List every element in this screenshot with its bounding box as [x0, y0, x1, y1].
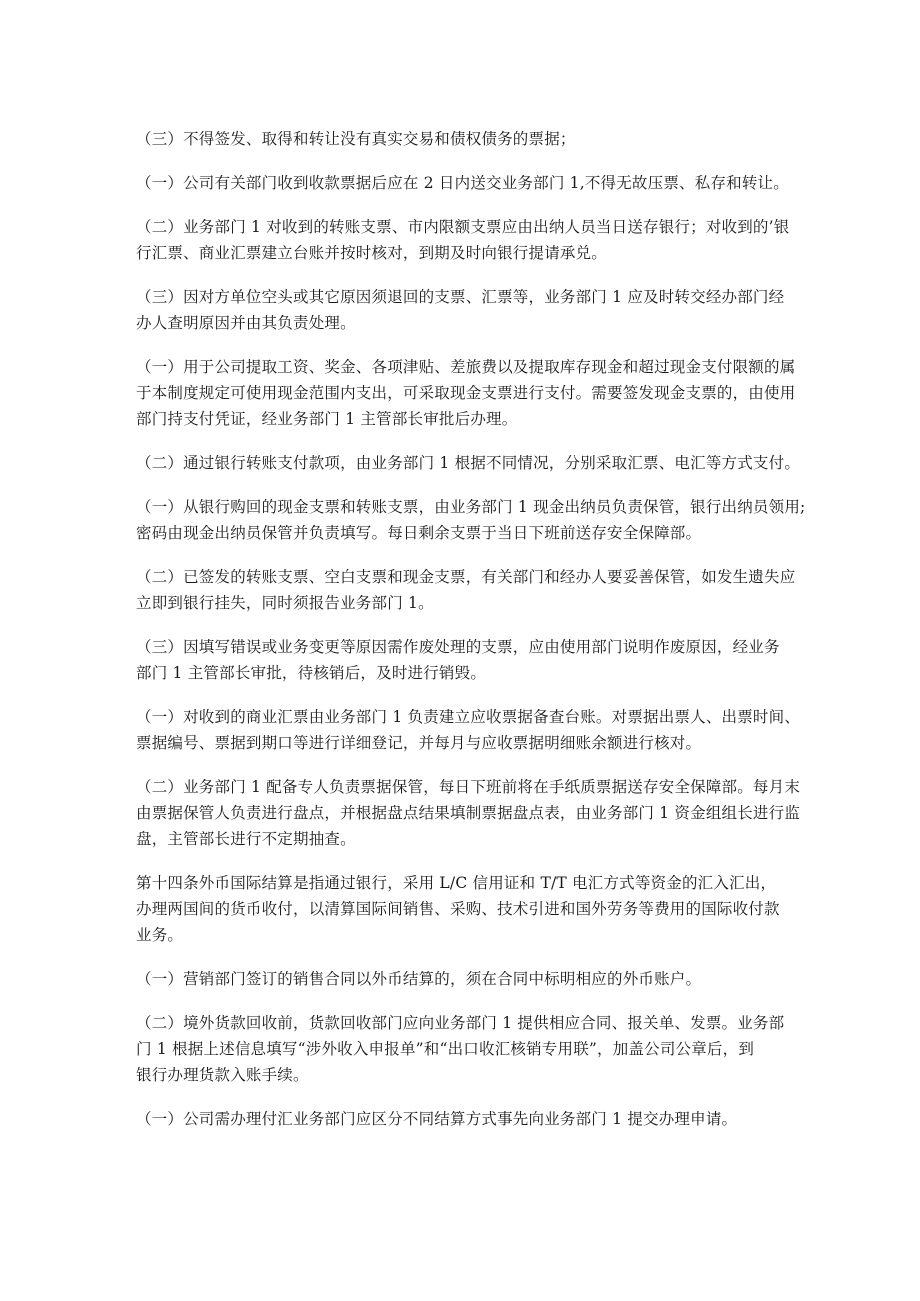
text-line: （一）从银行购回的现金支票和转账支票，由业务部门 1 现金出纳员负责保管，银行出纳员领用;: [136, 498, 806, 516]
text-line: （一）用于公司提取工资、奖金、各项津贴、差旅费以及提取库存现金和超过现金支付限额的属: [136, 358, 796, 376]
paragraph-10: [136, 704, 801, 756]
paragraph-5: [136, 354, 796, 432]
text-line: 密码由现金出纳员保管并负责填写。每日剩余支票于当日下班前送存安全保障部。: [136, 524, 702, 542]
text-line: 业务。: [136, 926, 184, 944]
text-line: （二）已签发的转账支票、空白支票和现金支票，有关部门和经办人要妥善保管，如发生遗失应: [136, 568, 796, 586]
paragraph-11: [136, 774, 801, 852]
text-line: 第十四条外币国际结算是指通过银行，采用 L/C 信用证和 T/T 电汇方式等资金的汇入汇出，: [136, 874, 777, 892]
text-line: （二）通过银行转账支付款项，由业务部门 1 根据不同情况，分别采取汇票、电汇等方式支付。: [136, 454, 801, 472]
paragraph-4: [136, 284, 796, 336]
paragraph-9: [136, 634, 796, 686]
paragraph-6: [136, 450, 801, 476]
paragraph-3: [136, 214, 796, 266]
text-line: （一）公司有关部门收到收款票据后应在 2 日内送交业务部门 1,不得无故压票、私存和转让。: [136, 174, 789, 192]
text-line: 盘，主管部长进行不定期抽查。: [136, 830, 356, 848]
paragraph-12: [136, 870, 796, 948]
text-line: 办理两国间的货币收付，以清算国际间销售、采购、技术引进和国外劳务等费用的国际收付款: [136, 900, 780, 918]
text-line: （一）对收到的商业汇票由业务部门 1 负责建立应收票据备查台账。对票据出票人、出票时间、: [136, 708, 801, 726]
paragraph-1: [136, 126, 796, 152]
text-line: 银行办理货款入账手续。: [136, 1066, 309, 1084]
text-line: （二）业务部门 1 对收到的转账支票、市内限额支票应由出纳人员当日送存银行；对收到的’银: [136, 218, 790, 236]
text-line: （一）营销部门签订的销售合同以外币结算的，须在合同中标明相应的外币账户。: [136, 970, 702, 988]
paragraph-7: [136, 494, 806, 546]
text-line: （一）公司需办理付汇业务部门应区分不同结算方式事先向业务部门 1 提交办理申请。: [136, 1110, 738, 1128]
text-line: （三）因对方单位空头或其它原因须退回的支票、汇票等，业务部门 1 应及时转交经办部门经: [136, 288, 785, 306]
paragraph-13: [136, 966, 796, 992]
text-line: （二）境外货款回收前，货款回收部门应向业务部门 1 提供相应合同、报关单、发票。业务部: [136, 1014, 785, 1032]
text-line: 由票据保管人负责进行盘点，并根据盘点结果填制票据盘点表，由业务部门 1 资金组组长进行监: [136, 804, 801, 822]
text-line: 于本制度规定可使用现金范围内支出，可采取现金支票进行支付。需要签发现金支票的，由使用: [136, 384, 796, 402]
document-body: [136, 126, 806, 1150]
text-line: 办人查明原因并由其负责处理。: [136, 314, 356, 332]
text-line: 票据编号、票据到期口等进行详细登记，并每月与应收票据明细账余额进行核对。: [136, 734, 702, 752]
text-line: 门 1 根据上述信息填写“涉外收入申报单”和“出口收汇核销专用联”，加盖公司公章后，到: [136, 1040, 755, 1058]
text-line: 部门 1 主管部长审批，待核销后，及时进行销毁。: [136, 664, 487, 682]
paragraph-14: [136, 1010, 796, 1088]
text-line: 立即到银行挂失，同时须报告业务部门 1。: [136, 594, 434, 612]
text-line: （三）因填写错误或业务变更等原因需作废处理的支票，应由使用部门说明作废原因，经业务: [136, 638, 780, 656]
text-line: 部门持支付凭证，经业务部门 1 主管部长审批后办理。: [136, 410, 518, 428]
text-line: （三）不得签发、取得和转让没有真实交易和债权债务的票据；: [136, 130, 576, 148]
text-line: 行汇票、商业汇票建立台账并按时核对，到期及时向银行提请承兑。: [136, 244, 608, 262]
paragraph-2: [136, 170, 796, 196]
text-line: （二）业务部门 1 配备专人负责票据保管，每日下班前将在手纸质票据送存安全保障部。每月末: [136, 778, 801, 796]
paragraph-15: [136, 1106, 796, 1132]
paragraph-8: [136, 564, 796, 616]
